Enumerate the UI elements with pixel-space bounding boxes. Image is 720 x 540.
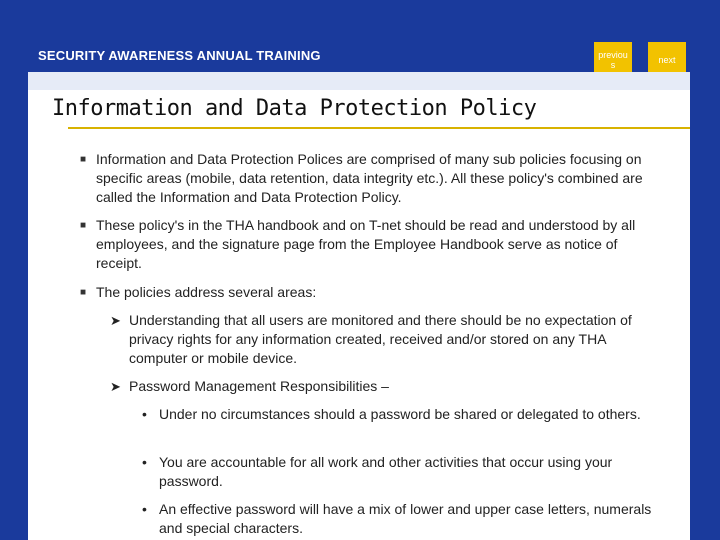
dot-bullet-icon: • [142, 454, 147, 470]
dot-bullet-icon: • [142, 406, 147, 422]
square-bullet-icon: ■ [80, 154, 87, 165]
sub-sub-bullet-text: Under no circumstances should a password be shared or delegated to others. [159, 406, 641, 422]
sub-sub-bullet-text: You are accountable for all work and other activities that occur using your password. [159, 454, 613, 489]
course-title: SECURITY AWARENESS ANNUAL TRAINING [38, 48, 321, 63]
sub-sub-bullet-text: An effective password will have a mix of lower and upper case letters, numerals and special characters. [159, 501, 652, 536]
page-title: Information and Data Protection Policy [52, 96, 537, 121]
next-button-label: next [658, 55, 676, 65]
square-bullet-icon: ■ [80, 287, 87, 298]
previous-button-label: previous [598, 50, 628, 70]
sub-bullet-text: Password Management Responsibilities – [129, 378, 389, 394]
bullet-text: Information and Data Protection Polices are comprised of many sub policies focusing on specific areas (mobile, data retention, data integrity etc.). All these policy's combined are called the Information and Data Protection Policy. [96, 151, 643, 205]
page-number: 4 [672, 520, 679, 532]
bullet-text: These policy's in the THA handbook and on T-net should be read and understood by all employees, and the signature page from the Employee Handbook serve as notice of receipt. [96, 217, 636, 271]
bullet-text: The policies address several areas: [96, 284, 317, 300]
sub-bullet-text: Understanding that all users are monitored and there should be no expectation of privacy rights for any information created, received and/or stored on any THA computer or mobile device. [129, 312, 632, 366]
arrow-bullet-icon: ➤ [110, 313, 121, 328]
dot-bullet-icon: • [142, 501, 147, 517]
square-bullet-icon: ■ [80, 220, 87, 231]
arrow-bullet-icon: ➤ [110, 379, 121, 394]
